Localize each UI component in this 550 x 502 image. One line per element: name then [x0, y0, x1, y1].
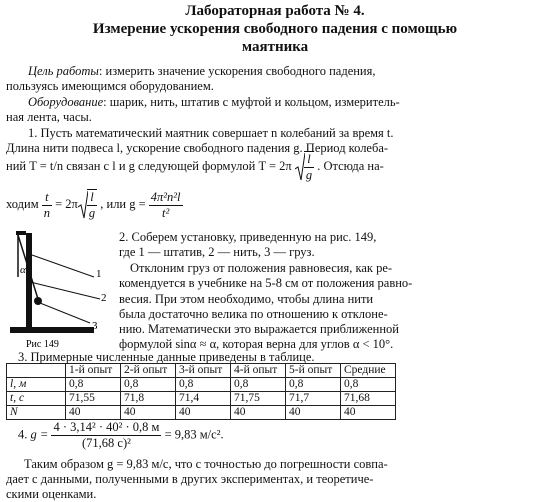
goal-text: : измерить значение ускорения свободного падения,: [98, 64, 376, 78]
conclusion-line-2: дает с данными, полученными в других экспериментах, и теоретиче-: [6, 472, 374, 486]
frac-n: n: [43, 205, 50, 220]
equipment-text: : шарик, нить, штатив с муфтой и кольцом, измеритель-: [103, 95, 400, 109]
table-header-cell: 1-й опыт: [66, 364, 121, 378]
table-header-cell: Средние: [341, 364, 396, 378]
table-cell: N: [7, 406, 66, 420]
g-formula-numerator: 4π²n²l: [150, 189, 181, 204]
frac-t: t: [42, 190, 52, 206]
equipment-line-1: [28, 95, 400, 110]
step2-line-5: весия. При этом необходимо, чтобы длина нити: [119, 292, 374, 306]
step1-line-3: [6, 151, 384, 183]
t-over-n: [42, 190, 52, 221]
label-2: 2: [101, 292, 107, 304]
step4-g-eq: g =: [30, 427, 49, 442]
goal-line-2: пользуясь имеющимся оборудованием.: [6, 79, 214, 93]
sqrt-l-over-g: [304, 151, 314, 183]
figure-caption: Рис 149: [26, 339, 59, 350]
table-header-cell: [7, 364, 66, 378]
table-cell: t, с: [7, 392, 66, 406]
step1-line-2: Длина нити подвеса l, ускорение свободного падения g. Период колеба-: [6, 141, 389, 155]
frac-g: g: [305, 168, 313, 182]
table-cell: 40: [66, 406, 121, 420]
step2-line-4: комендуется в учебнике на 5-8 см от положения равно-: [119, 276, 413, 290]
table-cell: 0,8: [121, 378, 176, 392]
table-cell: 40: [341, 406, 396, 420]
sqrt-l-over-g-2: [87, 189, 97, 221]
table-cell: 0,8: [286, 378, 341, 392]
step3-intro: 3. Примерные численные данные приведены в таблице.: [18, 350, 315, 364]
label-3: 3: [92, 320, 98, 332]
step2-line-7: нию. Математически это выражается приближенной: [119, 322, 399, 336]
table-cell: 0,8: [176, 378, 231, 392]
goal-label: Цель работы: [28, 64, 99, 78]
findings-label: ходим: [6, 196, 39, 211]
period-text-end: . Отсюда на-: [317, 158, 384, 173]
figure-149: [4, 225, 114, 360]
table-cell: 40: [121, 406, 176, 420]
frac-l: l: [304, 152, 314, 168]
table-row: [7, 378, 396, 392]
step4-result: = 9,83 м/с².: [164, 427, 224, 442]
table-cell: 71,7: [286, 392, 341, 406]
step4-number: 4.: [18, 427, 28, 442]
pendulum-diagram: [4, 225, 114, 355]
page-title-line-3: маятника: [241, 39, 309, 55]
step4-formula: [18, 420, 224, 451]
step2-line-6: была достаточно велика по отношению к отклоне-: [119, 307, 388, 321]
g-formula-denominator: t²: [162, 205, 170, 220]
conclusion-line-3: скими оценками.: [6, 487, 97, 501]
table-row: [7, 406, 396, 420]
table-header-row: [7, 364, 396, 378]
table-cell: 71,8: [121, 392, 176, 406]
table-row: [7, 392, 396, 406]
alpha-label: α: [20, 264, 26, 276]
table-cell: 71,4: [176, 392, 231, 406]
table-cell: 40: [231, 406, 286, 420]
base-plate: [10, 327, 94, 333]
equipment-label: Оборудование: [28, 95, 104, 109]
period-text: ний T = t/n связан с l и g следующей формулой T = 2π: [6, 158, 292, 173]
step2-line-1: 2. Соберем установку, приведенную на рис. 149,: [119, 230, 377, 244]
table-cell: 0,8: [231, 378, 286, 392]
or-g-eq: , или g =: [100, 196, 146, 211]
table-header-cell: 4-й опыт: [231, 364, 286, 378]
leader-1: [32, 255, 94, 277]
step4-fraction: [51, 420, 161, 451]
step2-line-8: формулой sinα ≈ α, которая верна для углов α < 10°.: [119, 337, 394, 351]
label-1: 1: [96, 268, 102, 280]
eq-two-pi: = 2π: [55, 196, 78, 211]
table-cell: 0,8: [66, 378, 121, 392]
table-header-cell: 5-й опыт: [286, 364, 341, 378]
table-cell: 71,75: [231, 392, 286, 406]
frac-l-2: l: [87, 190, 97, 206]
step2-line-3: Отклоним груз от положения равновесия, как ре-: [130, 261, 393, 275]
step4-numerator: 4 · 3,14² · 40² · 0,8 м: [53, 420, 160, 434]
data-table: [6, 363, 396, 420]
table-cell: 40: [286, 406, 341, 420]
step2-line-2: где 1 — штатив, 2 — нить, 3 — груз.: [119, 245, 315, 259]
table-header-cell: 2-й опыт: [121, 364, 176, 378]
equipment-line-2: ная лента, часы.: [6, 110, 92, 124]
step1-line-1: 1. Пусть математический маятник совершает n колебаний за время t.: [28, 126, 394, 140]
goal-line-1: [28, 64, 376, 79]
page-title-line-1: Лабораторная работа № 4.: [185, 3, 365, 19]
table-cell: 71,68: [341, 392, 396, 406]
conclusion-line-1: Таким образом g = 9,83 м/с, что с точностью до погрешности совпа-: [24, 457, 388, 471]
page-title-line-2: Измерение ускорения свободного падения с помощью: [92, 21, 458, 37]
g-formula: [149, 190, 183, 221]
step4-denominator: (71,68 с)²: [82, 436, 131, 450]
leader-3: [40, 303, 90, 323]
table-cell: 40: [176, 406, 231, 420]
table-cell: 0,8: [341, 378, 396, 392]
frac-g-2: g: [88, 206, 96, 220]
table-header-cell: 3-й опыт: [176, 364, 231, 378]
stand-clamp: [16, 231, 26, 235]
step1-line-4: [6, 189, 183, 221]
table-cell: l, м: [7, 378, 66, 392]
table-cell: 71,55: [66, 392, 121, 406]
